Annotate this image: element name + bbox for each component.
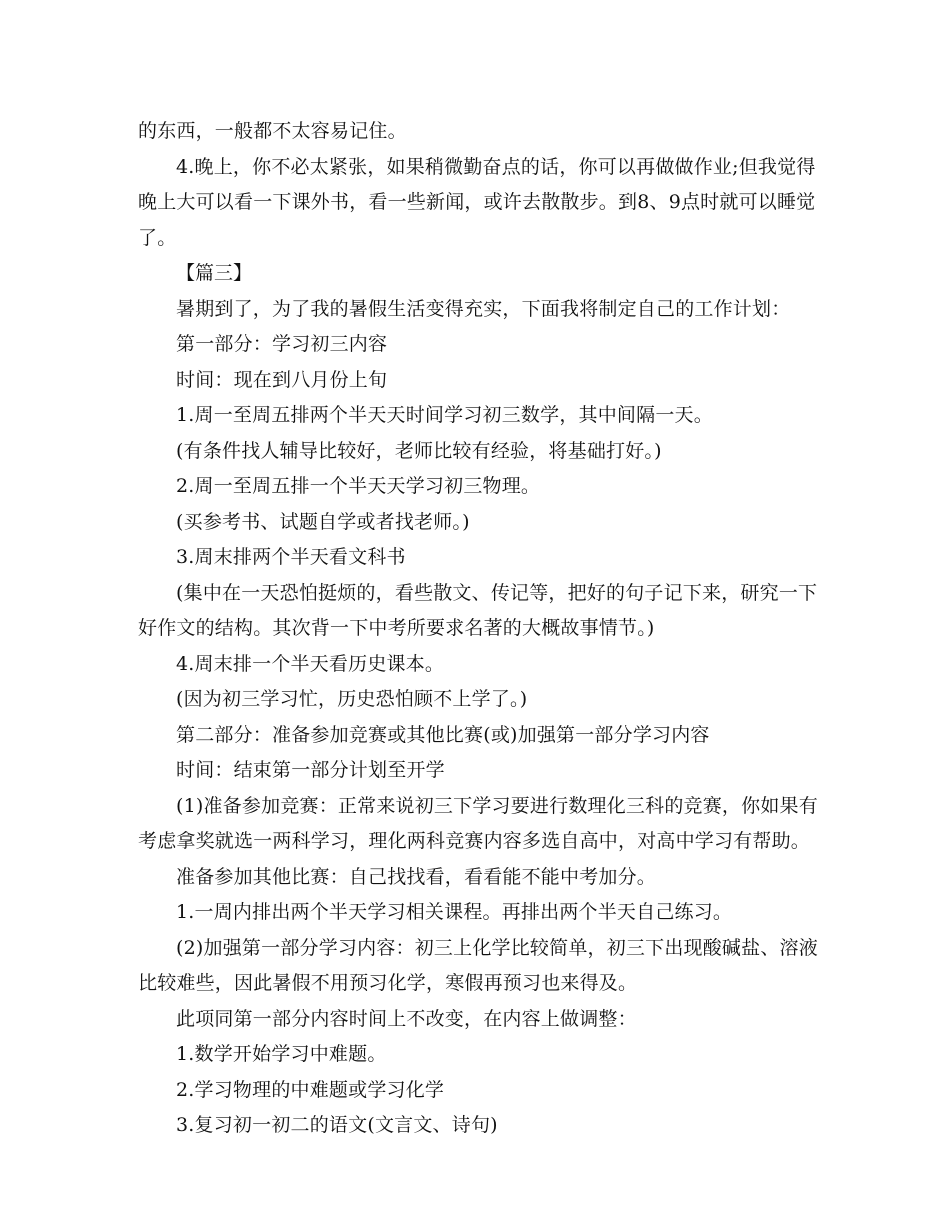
paragraph: 1.数学开始学习中难题。 bbox=[176, 1043, 387, 1065]
paragraph: (因为初三学习忙，历史恐怕顾不上学了。) bbox=[176, 688, 528, 710]
section-heading: 【篇三】 bbox=[176, 262, 253, 284]
paragraph: 2.周一至周五排一个半天天学习初三物理。 bbox=[176, 475, 541, 497]
paragraph: 时间：结束第一部分计划至开学 bbox=[176, 759, 445, 781]
paragraph: (1)准备参加竞赛：正常来说初三下学习要进行数理化三科的竞赛，你如果有考虑拿奖就选一两科学习，理化两科竞赛内容多选自高中，对高中学习有帮助。 bbox=[138, 794, 818, 852]
paragraph: 时间：现在到八月份上旬 bbox=[176, 368, 388, 391]
paragraph: (2)加强第一部分学习内容：初三上化学比较简单，初三下出现酸碱盐、溶液比较难些，因此暑假不用预习化学，寒假再预习也来得及。 bbox=[138, 936, 818, 994]
document-body bbox=[138, 114, 818, 1144]
paragraph: 4.周末排一个半天看历史课本。 bbox=[176, 652, 445, 675]
paragraph: 此项同第一部分内容时间上不改变，在内容上做调整： bbox=[176, 1007, 637, 1030]
paragraph: 第一部分：学习初三内容 bbox=[176, 333, 388, 355]
paragraph: 暑期到了，为了我的暑假生活变得充实，下面我将制定自己的工作计划： bbox=[176, 297, 791, 320]
paragraph: (有条件找人辅导比较好，老师比较有经验，将基础打好。) bbox=[176, 439, 662, 462]
paragraph: 第二部分：准备参加竞赛或其他比赛(或)加强第一部分学习内容 bbox=[176, 723, 710, 746]
paragraph: 1.一周内排出两个半天学习相关课程。再排出两个半天自己练习。 bbox=[176, 901, 733, 923]
paragraph: 准备参加其他比赛：自己找找看，看看能不能中考加分。 bbox=[176, 865, 657, 888]
paragraph: 1.周一至周五排两个半天天时间学习初三数学，其中间隔一天。 bbox=[176, 404, 713, 426]
paragraph: 3.复习初一初二的语文(文言文、诗句) bbox=[176, 1114, 498, 1136]
paragraph: (集中在一天恐怕挺烦的，看些散文、传记等，把好的句子记下来，研究一下好作文的结构。其次背一下中考所要求名著的大概故事情节。) bbox=[138, 581, 818, 639]
paragraph: 的东西，一般都不太容易记住。 bbox=[138, 120, 407, 142]
paragraph: 3.周末排两个半天看文科书 bbox=[176, 546, 406, 568]
paragraph: (买参考书、试题自学或者找老师。) bbox=[176, 510, 470, 533]
paragraph: 4.晚上，你不必太紧张，如果稍微勤奋点的话，你可以再做做作业;但我觉得晚上大可以看一下课外书，看一些新闻，或许去散散步。到8、9点时就可以睡觉了。 bbox=[138, 155, 816, 249]
paragraph: 2.学习物理的中难题或学习化学 bbox=[176, 1078, 445, 1101]
